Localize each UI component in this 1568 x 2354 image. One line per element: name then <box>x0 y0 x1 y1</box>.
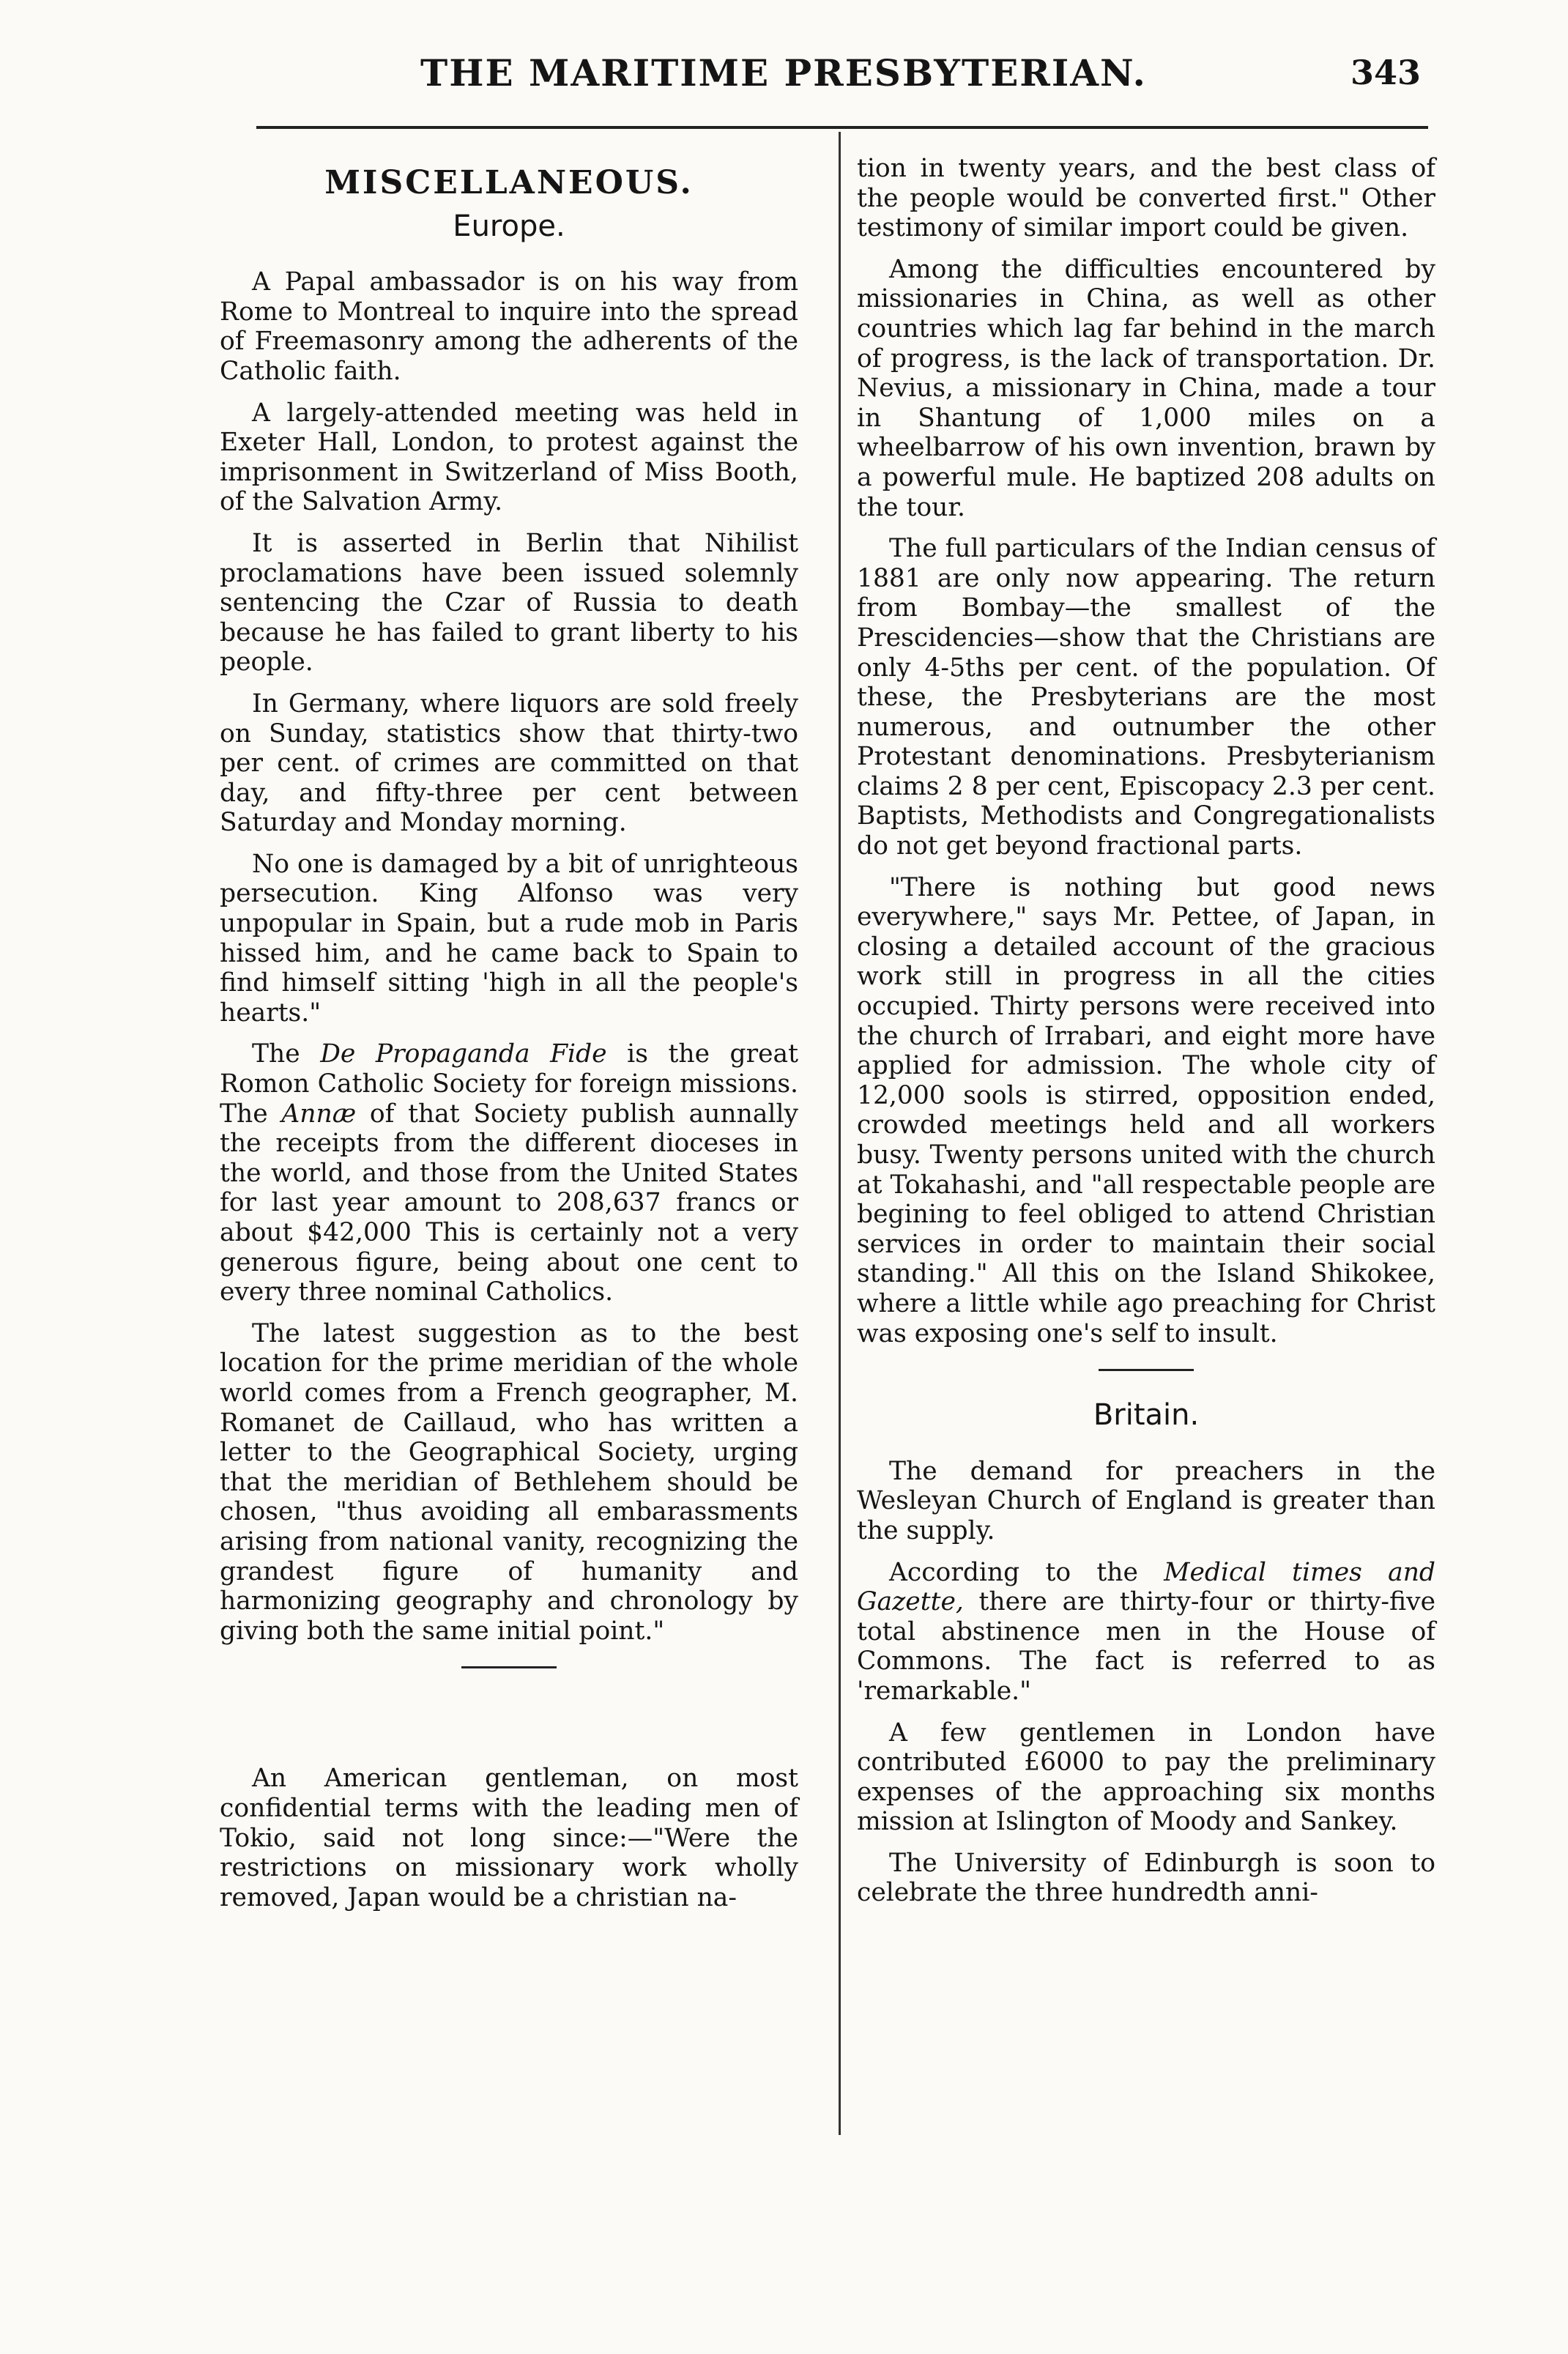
paragraph: A few gentlemen in London have contributed £6000 to pay the preliminary expenses of the approaching six months mission at Islington of Moody and Sankey. <box>857 1718 1435 1837</box>
paragraph: The demand for preachers in the Wesleyan Church of England is greater than the supply. <box>857 1456 1435 1545</box>
paragraph: "There is nothing but good news everywhere," says Mr. Pettee, of Japan, in closing a detailed account of the gracious work still in progress in all the cities occupied. Thirty persons were received into the church of Irrabari, and eight more have applied for admission. The whole city of 12,000 sools is stirred, opposition ended, crowded meetings held and all workers busy. Twenty persons united with the church at Tokahashi, and "all respectable people are begining to feel obliged to attend Christian services in order to maintain their social standing." All this on the Island Shikokee, where a little while ago preaching for Christ was exposing one's self to insult. <box>857 872 1435 1348</box>
paragraph: A largely-attended meeting was held in Exeter Hall, London, to protest against the imprisonment in Switzerland of Miss Booth, of the Salvation Army. <box>220 398 798 517</box>
paragraph: It is asserted in Berlin that Nihilist proclamations have been issued solemnly sentencing the Czar of Russia to death because he has failed to grant liberty to his people. <box>220 528 798 677</box>
left-column <box>220 154 798 1924</box>
section-title: MISCELLANEOUS. <box>324 164 694 201</box>
paragraph: No one is damaged by a bit of unrighteous persecution. King Alfonso was very unpopular in Spain, but a rude mob in Paris hissed him, and he came back to Spain to find himself sitting 'high in all the people's hearts." <box>220 849 798 1028</box>
paragraph-meridian: The latest suggestion as to the best location for the prime meridian of the whole world comes from a French geographer, M. Romanet de Caillaud, who has written a letter to the Geographical Society, urging that the meridian of Bethlehem should be chosen, "thus avoiding all embarassments arising from national vanity, recognizing the grandest figure of humanity and harmonizing geography and chronology by giving both the same initial point." <box>220 1318 798 1646</box>
paragraph: In Germany, where liquors are sold freely on Sunday, statistics show that thirty-two per cent. of crimes are committed on that day, and fifty-three per cent between Saturday and Monday morning. <box>220 688 798 838</box>
paragraph: The full particulars of the Indian census of 1881 are only now appearing. The return from Bombay—the smallest of the Prescidencies—show that the Christians are only 4-5ths per cent. of the population. Of these, the Presbyterians are the most numerous, and outnumber the other Protestant denominations. Presbyterianism claims 2 8 per cent, Episcopacy 2.3 per cent. Baptists, Methodists and Congregationalists do not get beyond fractional parts. <box>857 534 1435 861</box>
paragraph-continued: tion in twenty years, and the best class of the people would be converted first." Other testimony of similar import could be given. <box>857 154 1435 243</box>
publication-title: THE MARITIME PRESBYTERIAN. <box>420 51 1147 94</box>
paragraph-medical: According to the Medical times and Gazette, there are thirty-four or thirty-five total abstinence men in the House of Commons. The fact is referred to as 'remarkable." <box>857 1557 1436 1706</box>
paragraph: A Papal ambassador is on his way from Rome to Montreal to inquire into the spread of Freemasonry among the adherents of the Catholic faith. <box>220 267 798 386</box>
paragraph: Among the difficulties encountered by missionaries in China, as well as other countries which lag far behind in the march of progress, is the lack of transportation. Dr. Nevius, a missionary in China, made a tour in Shantung of 1,000 miles on a wheelbarrow of his own invention, brawn by a powerful mule. He baptized 208 adults on the tour. <box>857 254 1435 522</box>
paragraph: The University of Edinburgh is soon to celebrate the three hundredth anni- <box>857 1848 1435 1908</box>
section-rule <box>461 1666 557 1668</box>
subsection-title-britain: Britain. <box>1093 1398 1200 1433</box>
column-divider <box>839 132 841 2135</box>
page-number: 343 <box>1350 53 1421 92</box>
section-rule <box>1099 1369 1194 1371</box>
page-header <box>139 44 1428 125</box>
right-column <box>857 154 1435 1920</box>
paragraph-propaganda: The De Propaganda Fide is the great Romon Catholic Society for foreign missions. The Annæ of that Society publish aunnally the receipts from the different dioceses in the world, and those from the United States for last year amount to 208,637 francs or about $42,000 This is certainly not a very generous figure, being about one cent to every three nominal Catholics. <box>220 1039 798 1307</box>
paragraph-japan: An American gentleman, on most confidential terms with the leading men of Tokio, said not long since:—"Were the restrictions on missionary work wholly removed, Japan would be a christian na- <box>220 1764 798 1912</box>
subsection-title-europe: Europe. <box>453 209 565 243</box>
header-rule <box>256 126 1428 129</box>
